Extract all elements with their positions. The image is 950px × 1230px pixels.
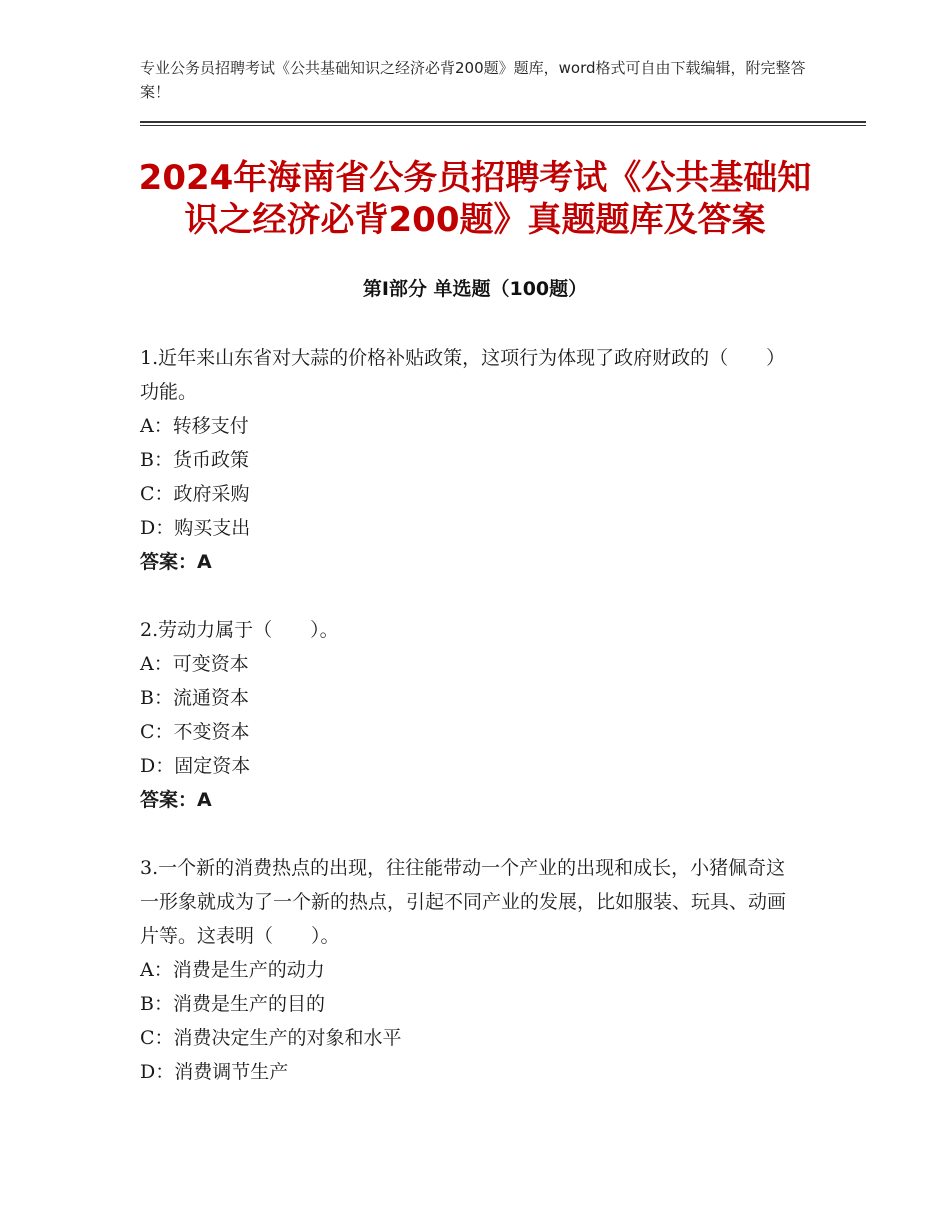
question-option: D：消费调节生产	[140, 1061, 289, 1083]
question-option: A：转移支付	[140, 415, 249, 437]
question-option: B：消费是生产的目的	[140, 993, 325, 1015]
header-note: 专业公务员招聘考试《公共基础知识之经济必背200题》题库，word格式可自由下载编辑，附完整答案！	[140, 59, 806, 101]
question-answer: 答案：A	[140, 789, 212, 811]
header-rule	[140, 121, 866, 123]
header-rule-secondary	[140, 125, 866, 126]
question-option: D：固定资本	[140, 755, 251, 777]
question-option: C：不变资本	[140, 721, 250, 743]
question-option: B：流通资本	[140, 687, 249, 709]
document-title: 2024年海南省公务员招聘考试《公共基础知识之经济必背200题》真题题库及答案	[138, 158, 812, 240]
question-option: C：政府采购	[140, 483, 250, 505]
question-stem: 2.劳动力属于（ ）。	[140, 619, 339, 641]
question-option: B：货币政策	[140, 449, 249, 471]
question-option: C：消费决定生产的对象和水平	[140, 1027, 402, 1049]
question-option: A：消费是生产的动力	[140, 959, 325, 981]
question-list	[140, 341, 800, 1123]
question-stem: 3.一个新的消费热点的出现，往往能带动一个产业的出现和成长，小猪佩奇这一形象就成为了一个新的热点，引起不同产业的发展，比如服装、玩具、动画片等。这表明（ ）。	[140, 857, 787, 947]
question-option: A：可变资本	[140, 653, 249, 675]
question-answer: 答案：A	[140, 551, 212, 573]
question-item	[140, 613, 800, 817]
question-option: D：购买支出	[140, 517, 251, 539]
question-item	[140, 851, 800, 1089]
question-item	[140, 341, 800, 579]
section-heading: 第Ⅰ部分 单选题（100题）	[362, 278, 588, 300]
question-stem: 1.近年来山东省对大蒜的价格补贴政策，这项行为体现了政府财政的（ ）功能。	[140, 347, 786, 403]
